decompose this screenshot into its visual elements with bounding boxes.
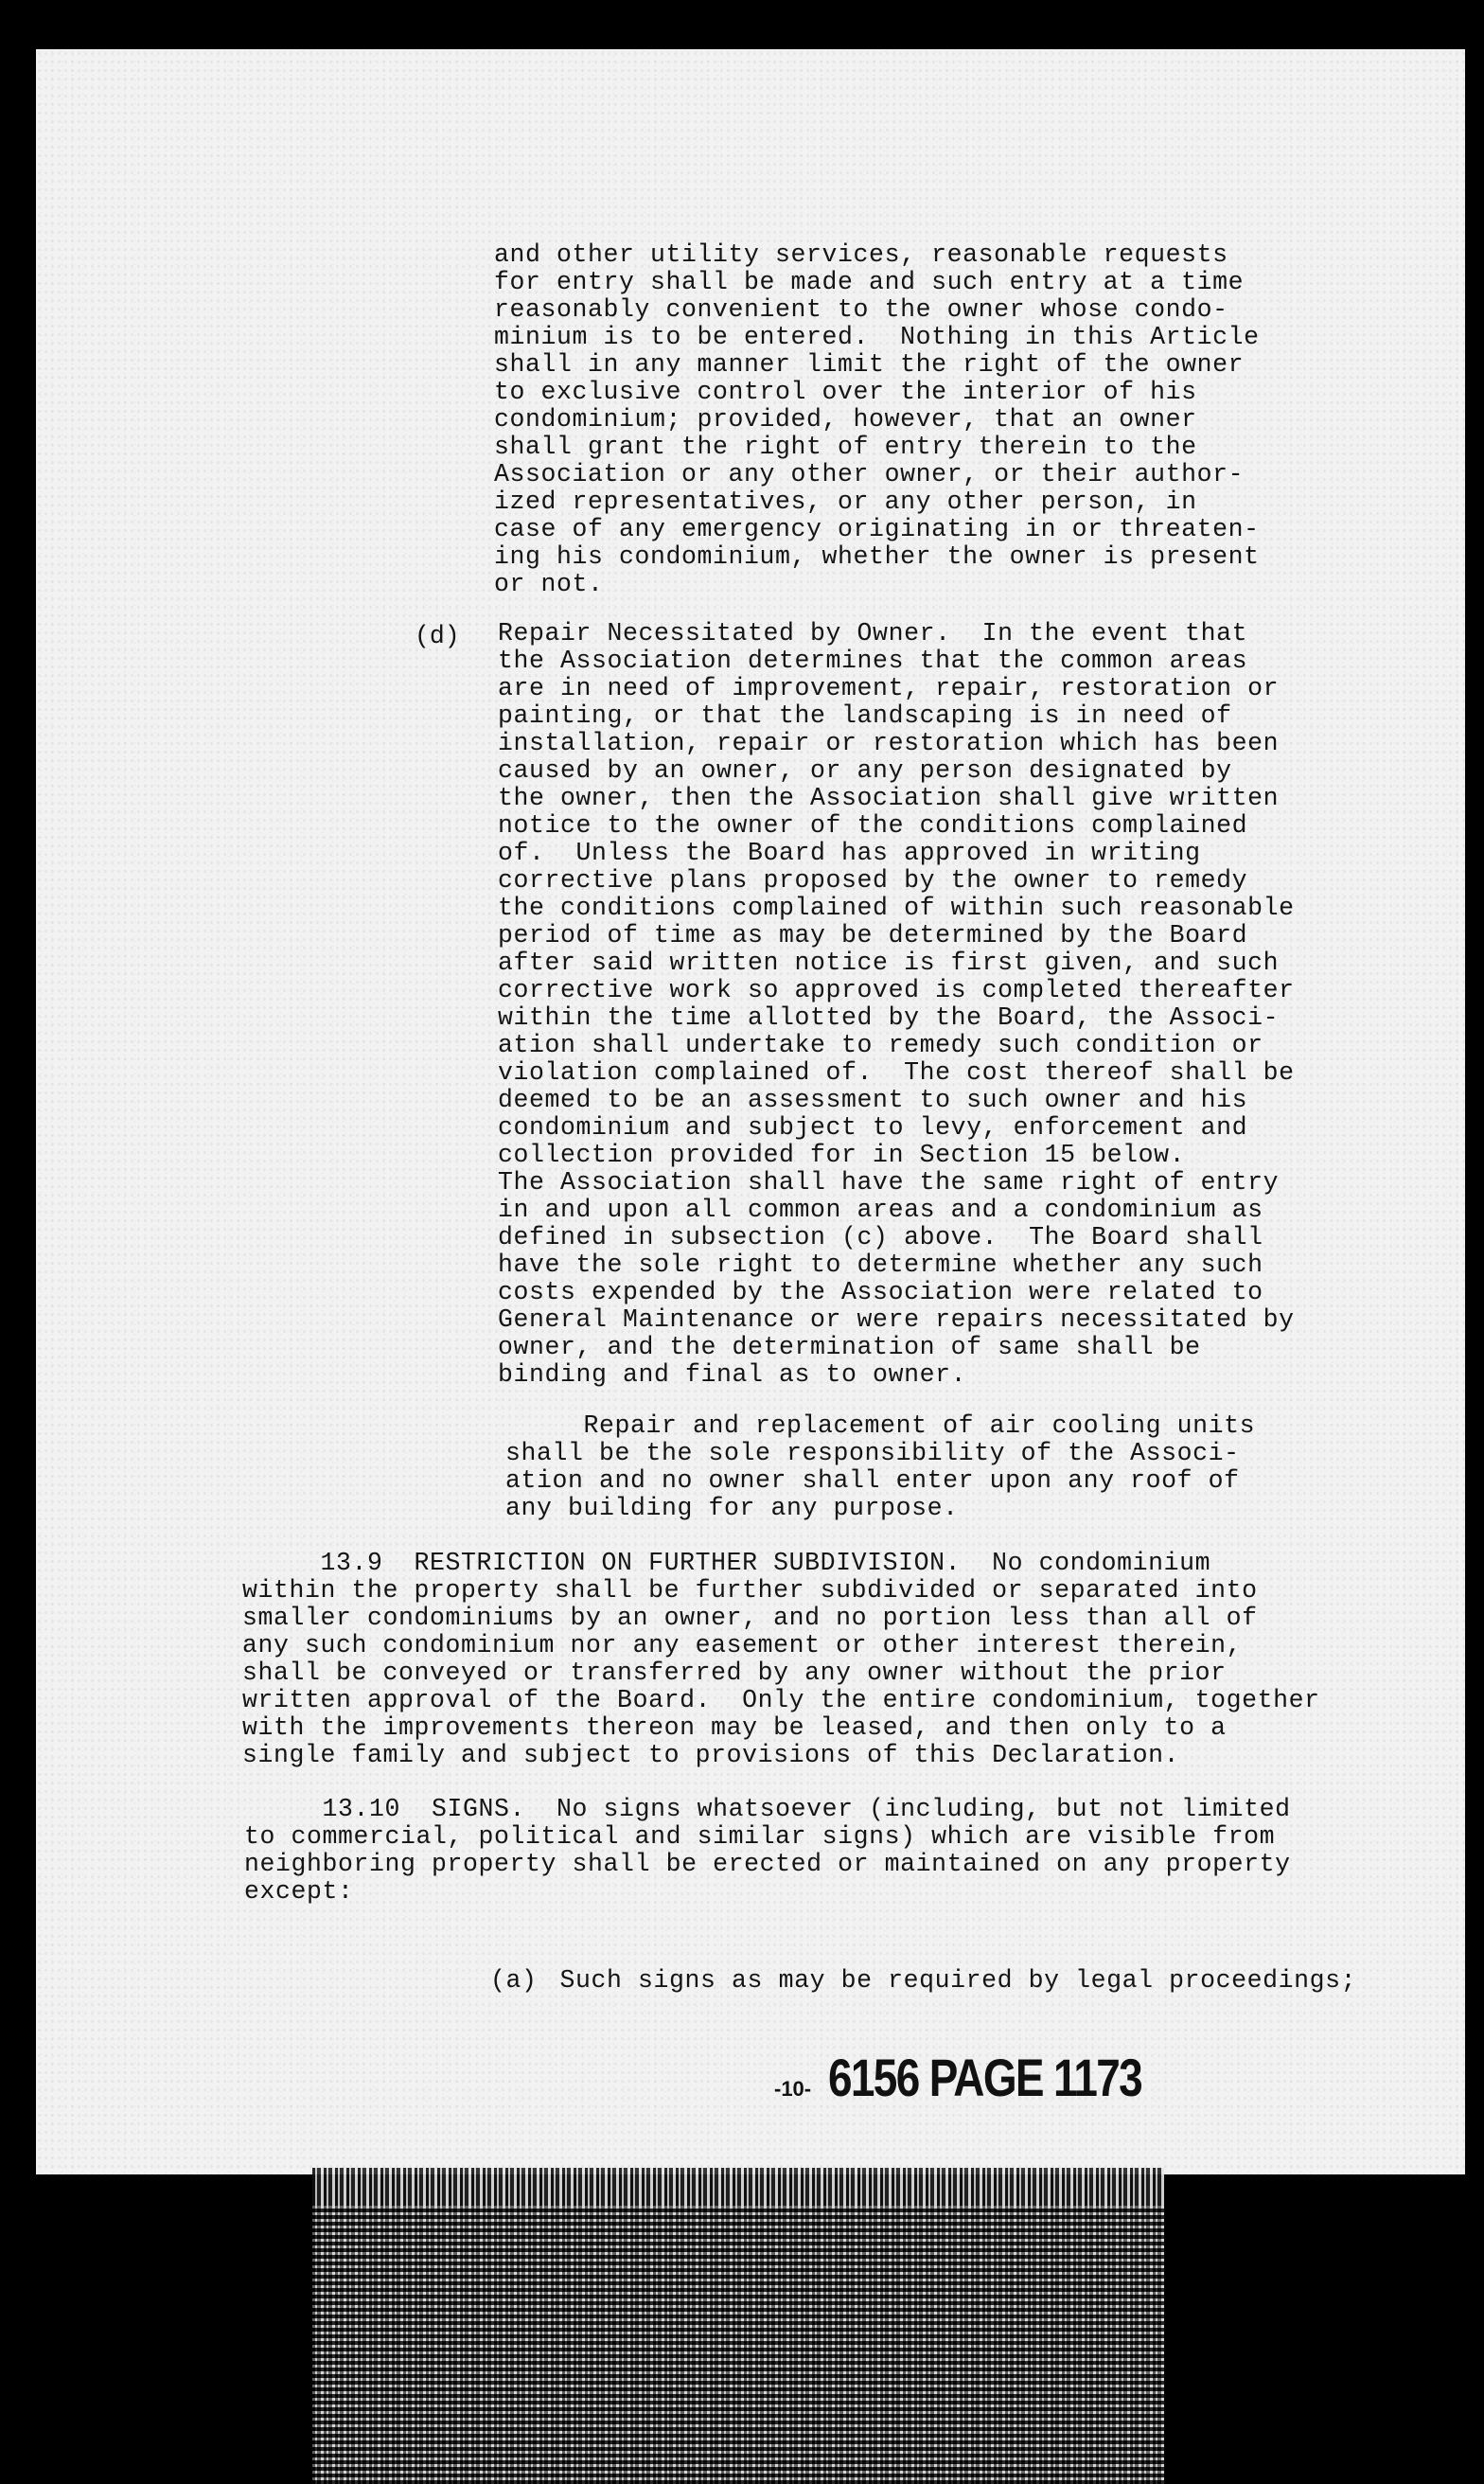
text-line: shall be the sole responsibility of the Associ-	[505, 1439, 1240, 1467]
item-a-text: Such signs as may be required by legal proceedings;	[559, 1966, 1357, 1995]
signs-item-a	[428, 1938, 1356, 2023]
text-line: to exclusive control over the interior of his	[494, 378, 1197, 406]
text-line: shall in any manner limit the right of the owner	[494, 350, 1245, 379]
section-13-9-restriction	[242, 1550, 1320, 1769]
text-line: installation, repair or restoration which has been	[498, 729, 1280, 757]
text-line: The Association shall have the same right of entry	[498, 1168, 1280, 1197]
text-line: shall grant the right of entry therein to the	[494, 433, 1197, 461]
text-line: ized representatives, or any other person, in	[494, 488, 1197, 516]
text-line: Repair and replacement of air cooling units	[505, 1411, 1256, 1440]
text-line: after said written notice is first given, and such	[498, 949, 1280, 977]
text-line: with the improvements thereon may be leased, and then only to a	[242, 1713, 1227, 1742]
text-line: 13.10 SIGNS. No signs whatsoever (including, but not limited	[244, 1795, 1291, 1823]
text-line: General Maintenance or were repairs necessitated by	[498, 1305, 1295, 1334]
text-line: painting, or that the landscaping is in need of	[498, 701, 1232, 730]
paragraph-d-repair-necessitated-by-owner	[498, 620, 1295, 1389]
page-number: -10-	[774, 2077, 812, 2101]
paragraph-c-continuation	[494, 241, 1260, 598]
text-line: condominium; provided, however, that an owner	[494, 405, 1197, 434]
text-line: any building for any purpose.	[505, 1494, 959, 1522]
text-line: condominium and subject to levy, enforcement and	[498, 1113, 1248, 1142]
text-line: or not.	[494, 570, 604, 598]
text-line: minium is to be entered. Nothing in this Article	[494, 323, 1260, 351]
text-line: any such condominium nor any easement or other interest therein,	[242, 1631, 1243, 1659]
section-13-10-signs	[244, 1796, 1291, 1906]
text-line: notice to the owner of the conditions complained	[498, 811, 1248, 840]
text-line: single family and subject to provisions of this Declaration.	[242, 1741, 1180, 1769]
text-line: within the property shall be further subdivided or separated into	[242, 1576, 1258, 1605]
text-line: defined in subsection (c) above. The Board shall	[498, 1223, 1263, 1251]
text-line: to commercial, political and similar signs) which are visible from	[244, 1822, 1276, 1851]
text-line: violation complained of. The cost thereof shall be	[498, 1058, 1295, 1087]
text-line: the conditions complained of within such reasonable	[498, 894, 1295, 922]
text-line: costs expended by the Association were related to	[498, 1278, 1263, 1306]
book-page-stamp: 6156 PAGE 1173	[828, 2048, 1142, 2107]
text-line: for entry shall be made and such entry at a time	[494, 268, 1245, 296]
text-line: deemed to be an assessment to such owner and his	[498, 1086, 1248, 1114]
text-line: binding and final as to owner.	[498, 1360, 967, 1389]
text-line: the Association determines that the common areas	[498, 647, 1248, 675]
text-line: corrective plans proposed by the owner to remedy	[498, 866, 1248, 895]
paragraph-d-label: (d)	[415, 622, 460, 650]
text-line: within the time allotted by the Board, the Associ-	[498, 1003, 1280, 1032]
text-line: Repair Necessitated by Owner. In the event that	[498, 619, 1248, 648]
text-line: neighboring property shall be erected or maintained on any property	[244, 1850, 1291, 1878]
text-line: ing his condominium, whether the owner is present	[494, 542, 1260, 571]
text-line: caused by an owner, or any person designated by	[498, 756, 1232, 785]
paragraph-air-cooling-units	[505, 1412, 1255, 1522]
scan-noise-area	[312, 2168, 1164, 2484]
text-line: ation and no owner shall enter upon any roof of	[505, 1466, 1240, 1495]
text-line: shall be conveyed or transferred by any owner without the prior	[242, 1659, 1227, 1687]
text-line: collection provided for in Section 15 below.	[498, 1141, 1186, 1169]
text-line: ation shall undertake to remedy such condition or	[498, 1031, 1263, 1059]
text-line: in and upon all common areas and a condominium as	[498, 1196, 1263, 1224]
text-line: of. Unless the Board has approved in writing	[498, 839, 1201, 867]
page-footer	[774, 2047, 1210, 2108]
text-line: and other utility services, reasonable requests	[494, 240, 1228, 269]
text-line: owner, and the determination of same shall be	[498, 1333, 1201, 1361]
text-line: written approval of the Board. Only the entire condominium, together	[242, 1686, 1320, 1714]
text-line: except:	[244, 1877, 354, 1906]
text-line: have the sole right to determine whether any such	[498, 1251, 1263, 1279]
text-line: Association or any other owner, or their author-	[494, 460, 1245, 488]
text-line: corrective work so approved is completed thereafter	[498, 976, 1295, 1004]
text-line: smaller condominiums by an owner, and no portion less than all of	[242, 1604, 1258, 1632]
text-line: case of any emergency originating in or threaten-	[494, 515, 1260, 543]
text-line: 13.9 RESTRICTION ON FURTHER SUBDIVISION. No condominium	[242, 1549, 1211, 1577]
text-line: the owner, then the Association shall give written	[498, 784, 1280, 812]
text-line: reasonably convenient to the owner whose condo-	[494, 295, 1228, 324]
text-line: are in need of improvement, repair, restoration or	[498, 674, 1280, 702]
document-page	[36, 49, 1465, 2174]
item-a-label: (a)	[490, 1966, 538, 1995]
text-line: period of time as may be determined by the Board	[498, 921, 1248, 949]
